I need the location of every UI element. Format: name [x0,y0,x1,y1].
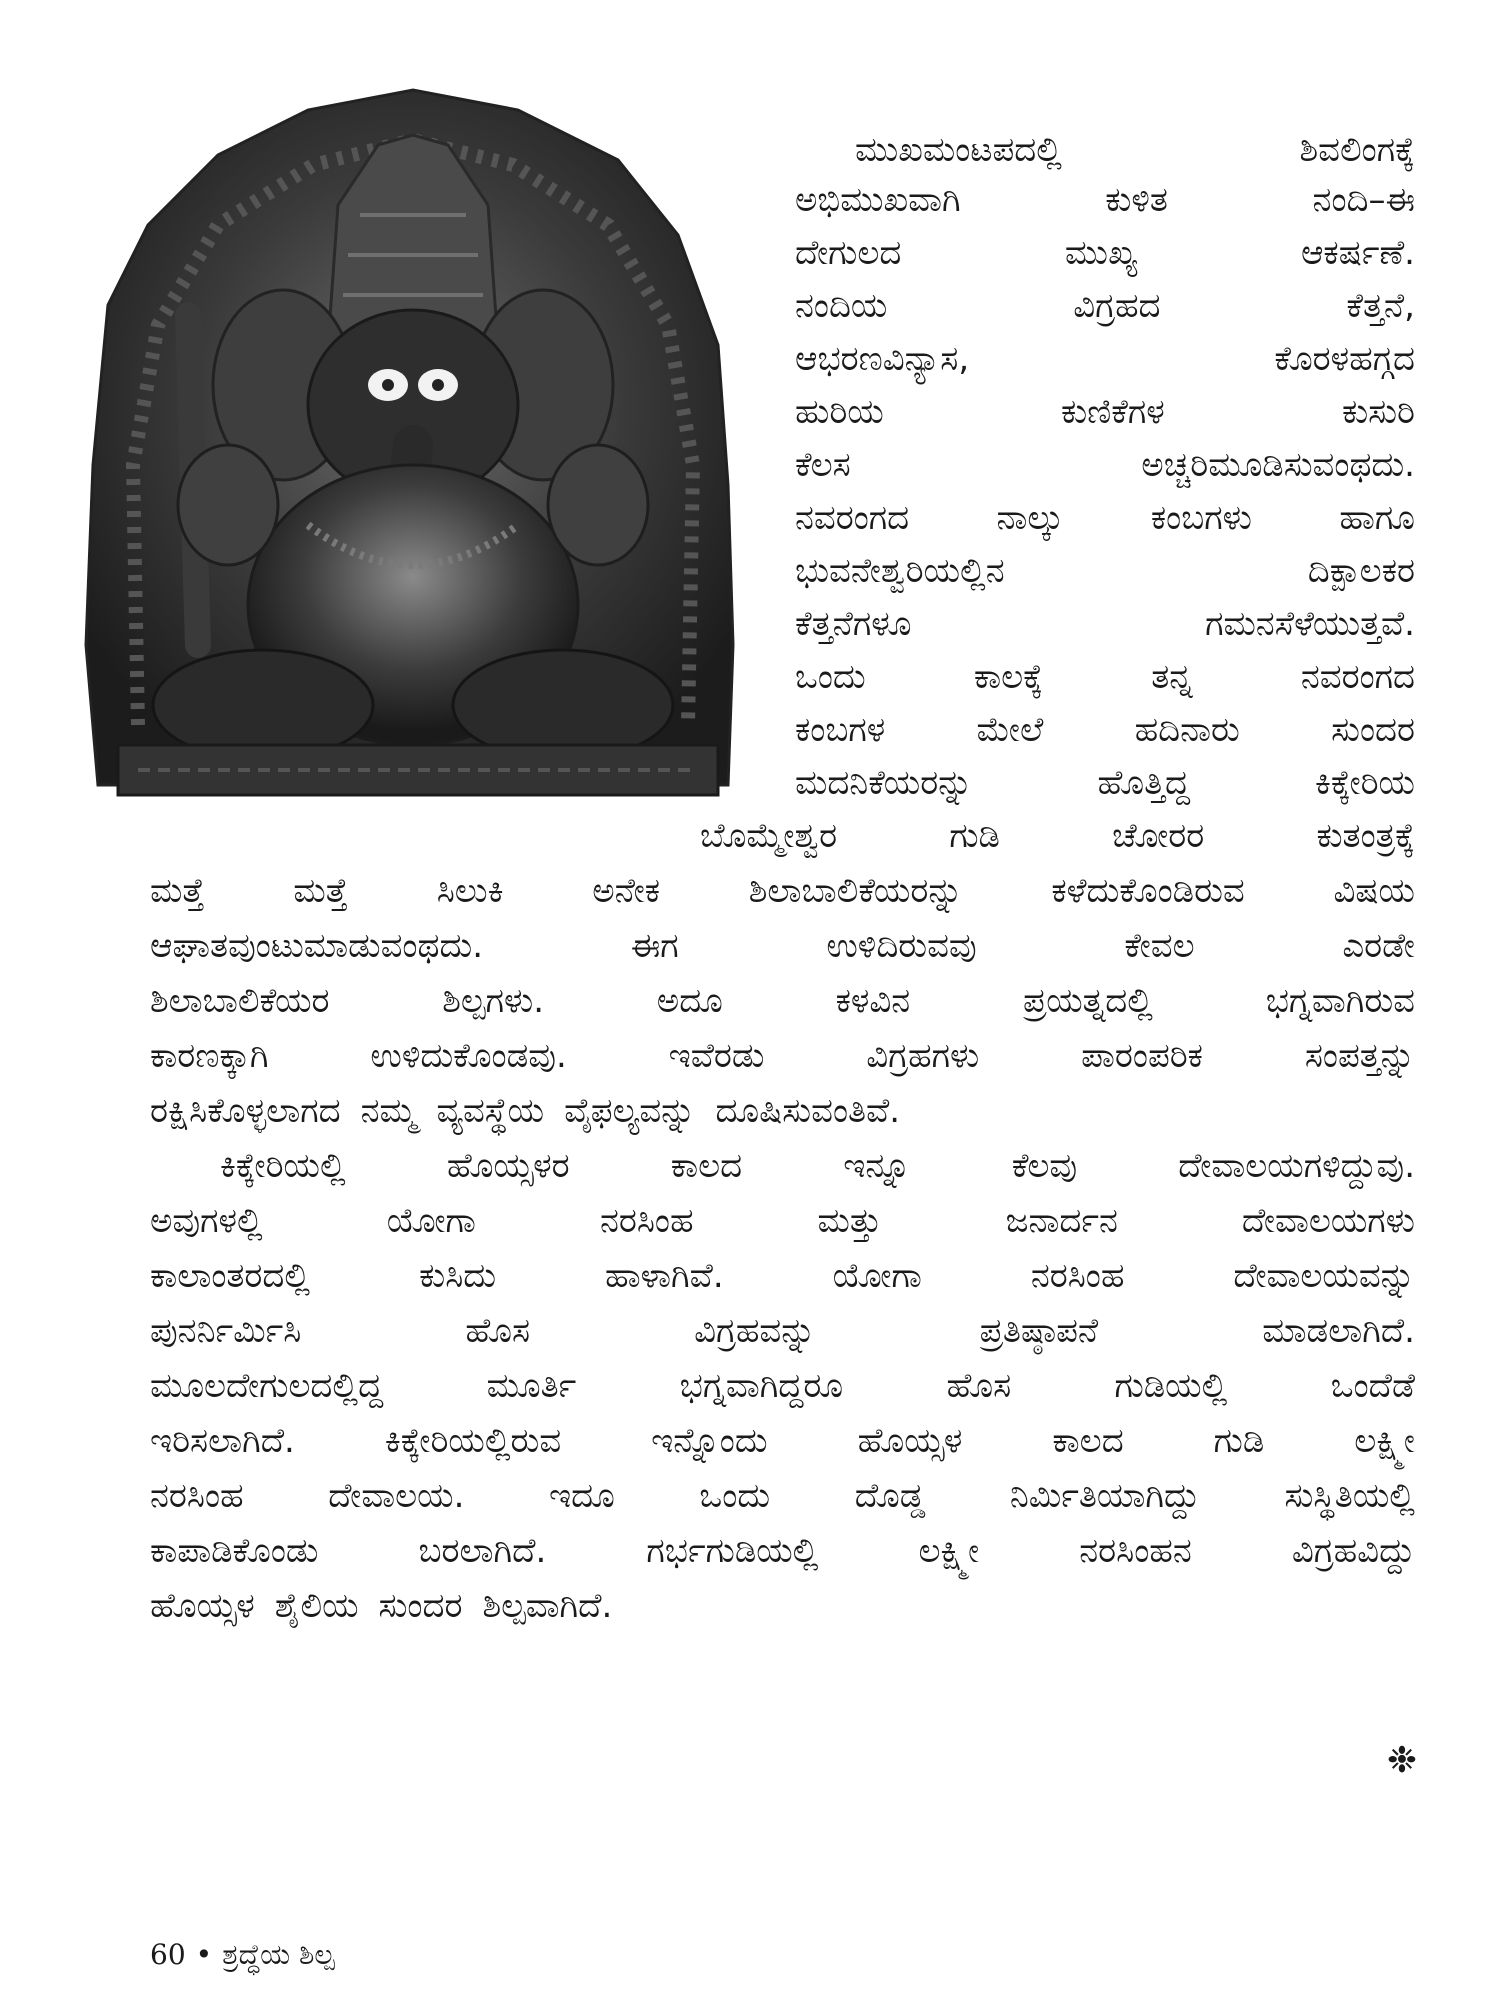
word: ಕುಸುರಿ [1342,392,1415,432]
word: ಪುನರ್ನಿರ್ಮಿಸಿ [150,1311,302,1351]
word: ನಂದಿ–ಈ [1312,180,1415,220]
word: ಕುಸಿದು [419,1256,497,1296]
word: ಕಿಕ್ಕೇರಿಯ [1315,763,1415,803]
word: ಪ್ರತಿಷ್ಠಾಪನೆ [979,1311,1099,1351]
word: ವ್ಯವಸ್ಥೆಯ [436,1091,545,1131]
word: ಅವುಗಳಲ್ಲಿ [150,1201,263,1241]
word: ಮುಖ್ಯ [1064,233,1138,273]
word: ಜನಾರ್ದನ [1005,1201,1118,1241]
word: ಹೊತ್ತಿದ್ದ [1097,763,1191,803]
text-line [150,866,1415,916]
word: ಹಾಗೂ [1339,498,1415,538]
word: ನಂದಿಯ [795,286,888,326]
word: ಚೋರರ [1112,816,1205,856]
word: ಮತ್ತು [817,1201,882,1241]
word: ಮತ್ತೆ [150,871,205,911]
word: ನಾಲ್ಕು [996,498,1064,538]
text-line [150,921,1415,971]
text-line [795,281,1415,331]
word: ಹೊಯ್ಸಳರ [446,1146,570,1186]
footer-bullet: • [195,1938,213,1971]
word: ಕಂಬಗಳು [1150,498,1252,538]
word: ಹೊಸ [946,1366,1012,1406]
word: ದೇವಾಲಯ. [328,1476,465,1516]
word: ನವರಂಗದ [1300,657,1415,697]
word: ಹದಿನಾರು [1134,710,1240,750]
word: ನರಸಿಂಹನ [1079,1531,1192,1571]
word: ಉಳಿದಿರುವವು [826,926,977,966]
word: ಮಾಡಲಾಗಿದೆ. [1262,1311,1415,1351]
word: ದೂಷಿಸುವಂತಿವೆ. [715,1091,901,1131]
word: ಶಿಲ್ಪಗಳು. [442,981,545,1021]
ganesha-sculpture-photo [78,85,748,820]
word: ನಮ್ಮ [360,1091,417,1131]
text-line [795,175,1415,225]
word: ಲಕ್ಷ್ಮೀ [1354,1421,1415,1461]
word: ನರಸಿಂಹ [150,1476,244,1516]
text-line [150,1306,1415,1356]
word: ಒಂದು [699,1476,771,1516]
text-line [795,758,1415,808]
text-line [795,440,1415,490]
word: ಕಳೆದುಕೊಂಡಿರುವ [1051,871,1245,911]
word: ಹಾಳಾಗಿವೆ. [605,1256,724,1296]
word: ಕುಣಿಕೆಗಳ [1061,392,1165,432]
word: ಲಕ್ಷ್ಮೀ [918,1531,980,1571]
word: ವಿಗ್ರಹವಿದ್ದು [1291,1531,1415,1571]
word: ಇನ್ನೂ [843,1146,911,1186]
word: ಕೆತ್ತನೆಗಳೂ [795,604,912,644]
word: ಮುಖಮಂಟಪದಲ್ಲಿ [855,130,1062,170]
text-line [150,1086,1415,1136]
word: ಕೆಲಸ [795,445,851,485]
word: ಕಳವಿನ [835,981,911,1021]
word: ಬರಲಾಗಿದೆ. [418,1531,547,1571]
word: ದೇವಾಲಯಗಳಿದ್ದುವು. [1178,1146,1415,1186]
word: ಆಘಾತವುಂಟುಮಾಡುವಂಥದು. [150,926,484,966]
text-line [150,1251,1415,1301]
word: ವಿಗ್ರಹದ [1073,286,1161,326]
word: ಭಗ್ನವಾಗಿರುವ [1265,981,1415,1021]
word: ಕಂಬಗಳ [795,710,886,750]
word: ಎರಡೇ [1342,926,1415,966]
word: ಮೂಲದೇಗುಲದಲ್ಲಿದ್ದ [150,1366,384,1406]
word: ಪ್ರಯತ್ನದಲ್ಲಿ [1022,981,1153,1021]
word: ದೇವಾಲಯಗಳು [1241,1201,1415,1241]
section-end-mark: ❉ [1386,1740,1417,1781]
word: ನವರಂಗದ [795,498,910,538]
word: ವಿಗ್ರಹವನ್ನು [694,1311,816,1351]
text-line [150,1526,1415,1576]
text-line [150,1031,1415,1081]
word: ಇದೂ [549,1476,615,1516]
word: ವಿಷಯ [1333,871,1415,911]
word: ದೊಡ್ಡ [854,1476,926,1516]
word: ಕಿಕ್ಕೇರಿಯಲ್ಲಿರುವ [384,1421,562,1461]
word: ಕೆಲವು [1011,1146,1078,1186]
text-line [795,599,1415,649]
word: ನರಸಿಂಹ [1030,1256,1125,1296]
word: ಆಭರಣವಿನ್ಯಾಸ, [795,339,970,379]
word: ಕಿಕ್ಕೇರಿಯಲ್ಲಿ [220,1146,346,1186]
word: ಗುಡಿ [1213,1421,1265,1461]
word: ವಿಗ್ರಹಗಳು [866,1036,980,1076]
word: ರಕ್ಷಿಸಿಕೊಳ್ಳಲಾಗದ [150,1091,341,1131]
word: ಅದೂ [656,981,723,1021]
word: ದೇಗುಲದ [795,233,902,273]
text-line [795,334,1415,384]
word: ಭಗ್ನವಾಗಿದ್ದರೂ [679,1366,844,1406]
word: ವೈಫಲ್ಯವನ್ನು [564,1091,696,1131]
text-line [795,228,1415,278]
text-line [700,811,1415,861]
word: ಹೊಸ [465,1311,531,1351]
word: ಒಂದು [795,657,866,697]
word: ಸುಂದರ [1331,710,1415,750]
word: ಕುಳಿತ [1105,180,1168,220]
word: ಮೂರ್ತಿ [486,1366,577,1406]
text-line [150,1416,1415,1466]
word: ಕುತಂತ್ರಕ್ಕೆ [1316,816,1415,856]
text-line [150,1471,1415,1521]
word: ಸುಸ್ಥಿತಿಯಲ್ಲಿ [1284,1476,1415,1516]
text-line [795,387,1415,437]
word: ಸಿಲುಕಿ [436,871,504,911]
text-line [855,125,1415,175]
word: ಮದನಿಕೆಯರನ್ನು [795,763,973,803]
word: ಬೊಮ್ಮೇಶ್ವರ [700,816,838,856]
word: ದಿಕ್ಪಾಲಕರ [1307,551,1415,591]
word: ಗುಡಿ [949,816,1000,856]
word: ಸಂಪತ್ತನ್ನು [1304,1036,1415,1076]
word: ಶಿವಲಿಂಗಕ್ಕೆ [1299,130,1415,170]
word: ಹೊಯ್ಸಳ [857,1421,963,1461]
word: ಕಾಲದ [670,1146,743,1186]
text-line [150,1196,1415,1246]
word: ಗರ್ಭಗುಡಿಯಲ್ಲಿ [646,1531,819,1571]
word: ಇರಿಸಲಾಗಿದೆ. [150,1421,295,1461]
word: ನರಸಿಂಹ [599,1201,694,1241]
word: ಯೋಗಾ [832,1256,922,1296]
word: ತನ್ನ [1151,657,1193,697]
word: ಕೊರಳಹಗ್ಗದ [1274,339,1415,379]
word: ಮೇಲೆ [976,710,1044,750]
word: ಅಭಿಮುಖವಾಗಿ [795,180,961,220]
word: ಕಾಲದ [1052,1421,1124,1461]
sculpture-image [78,85,748,820]
word: ಆಕರ್ಷಣೆ. [1300,233,1415,273]
text-line [220,1141,1415,1191]
text-line [150,1361,1415,1411]
text-line [795,546,1415,596]
word: ಒಂದೆಡೆ [1330,1366,1415,1406]
word: ಯೋಗಾ [386,1201,476,1241]
text-line [795,705,1415,755]
word: ಹುರಿಯ [795,392,884,432]
word: ಹೊಯ್ಸಳ [150,1586,255,1626]
text-line [795,652,1415,702]
text-line [150,976,1415,1026]
word: ದೇವಾಲಯವನ್ನು [1233,1256,1415,1296]
word: ಈಗ [630,926,679,966]
text-line [150,1581,1415,1631]
word: ನಿರ್ಮಿತಿಯಾಗಿದ್ದು [1009,1476,1200,1516]
word: ಶಿಲಾಬಾಲಿಕೆಯರನ್ನು [748,871,963,911]
word: ಸುಂದರ [378,1586,463,1626]
word: ಭುವನೇಶ್ವರಿಯಲ್ಲಿನ [795,551,1005,591]
word: ಅನೇಕ [592,871,661,911]
word: ಗುಡಿಯಲ್ಲಿ [1114,1366,1228,1406]
word: ಇನ್ನೊಂದು [651,1421,768,1461]
word: ಶಿಲ್ಪವಾಗಿದೆ. [482,1586,613,1626]
page-footer [150,1938,335,1972]
word: ಕೆತ್ತನೆ, [1346,286,1415,326]
word: ಅಚ್ಚರಿಮೂಡಿಸುವಂಥದು. [1141,445,1415,485]
word: ಕಾಲಕ್ಕೆ [973,657,1044,697]
word: ಉಳಿದುಕೊಂಡವು. [370,1036,567,1076]
word: ಮತ್ತೆ [293,871,348,911]
word: ಕೇವಲ [1124,926,1195,966]
word: ಪಾರಂಪರಿಕ [1081,1036,1203,1076]
word: ಕಾಲಾಂತರದಲ್ಲಿ [150,1256,311,1296]
word: ಗಮನಸೆಳೆಯುತ್ತವೆ. [1205,604,1415,644]
word: ಇವೆರಡು [668,1036,765,1076]
word: ಶಿಲಾಬಾಲಿಕೆಯರ [150,981,330,1021]
word: ಕಾರಣಕ್ಕಾಗಿ [150,1036,269,1076]
text-line [795,493,1415,543]
word: ಕಾಪಾಡಿಕೊಂಡು [150,1531,319,1571]
page-number: 60 [150,1938,186,1971]
word: ಶೈಲಿಯ [274,1586,359,1626]
book-title: ಶ್ರದ್ಧೆಯ ಶಿಲ್ಪ [222,1938,335,1971]
